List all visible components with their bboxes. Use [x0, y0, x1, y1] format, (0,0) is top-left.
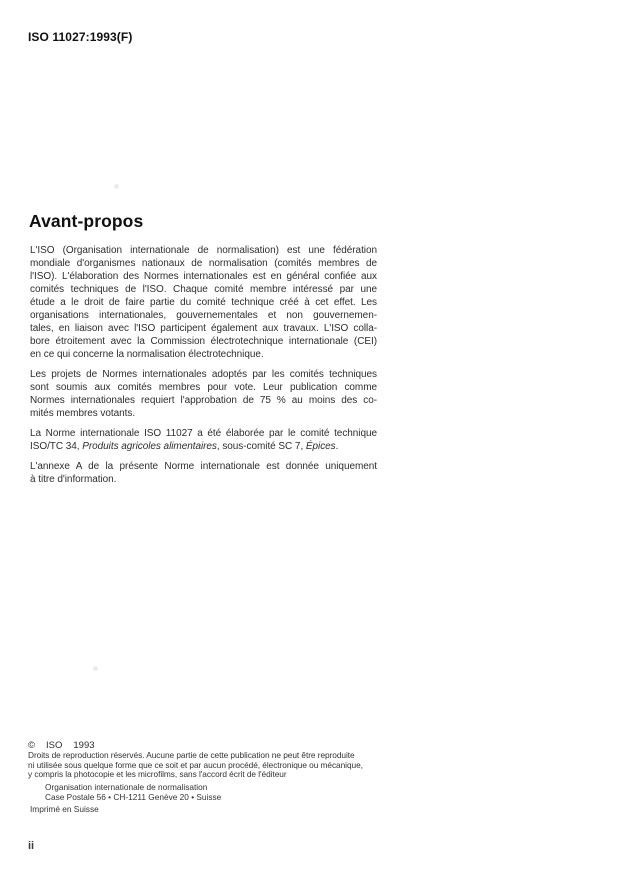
text-line-content: en ce qui concerne la normalisation électrotechnique. — [30, 349, 264, 360]
document-reference: ISO 11027:1993(F) — [28, 30, 133, 44]
text-segment: , sous-comité SC 7, — [216, 441, 306, 452]
text-line — [30, 407, 377, 420]
text-segment-italic: Produits agricoles alimentaires — [82, 441, 217, 452]
text-segment-italic: Épices — [305, 441, 336, 452]
text-line — [30, 381, 377, 394]
text-line — [30, 283, 377, 296]
text-line — [30, 335, 377, 348]
publisher-block — [45, 783, 221, 802]
paragraph-voting-procedure — [30, 368, 377, 420]
text-segment: ISO/TC 34, — [30, 441, 83, 452]
publisher-name: Organisation internationale de normalisation — [45, 782, 208, 792]
text-line — [30, 322, 377, 335]
text-line-content: L'annexe A de la présente Norme internationale est donnée uniquement — [30, 461, 377, 472]
text-line-content: sont soumis aux comités membres pour vote. Leur publication comme — [30, 382, 377, 393]
text-line-content: mités membres votants. — [30, 408, 136, 419]
foreword-body — [30, 244, 377, 493]
scan-artifact — [93, 666, 98, 671]
text-line-content: bore étroitement avec la Commission électrotechnique internationale (CEI) — [30, 336, 377, 347]
rights-line: Droits de reproduction réservés. Aucune partie de cette publication ne peut être reproduite — [28, 750, 355, 760]
text-line-content: l'ISO). L'élaboration des Normes internationales est en général confiée aux — [30, 271, 377, 282]
text-line — [30, 473, 377, 486]
copyright-symbol: © — [28, 740, 35, 751]
text-line-content: organisations internationales, gouvernementales et non gouvernemen- — [30, 310, 377, 321]
page-number: ii — [28, 840, 35, 852]
rights-line: ni utilisée sous quelque forme que ce soit et par aucun procédé, électronique ou mécanique, — [28, 759, 363, 770]
text-line — [30, 348, 377, 361]
paragraph-annex-note — [30, 460, 377, 486]
text-line — [30, 309, 377, 322]
text-line-content: à titre d'information. — [30, 474, 117, 485]
text-line — [30, 460, 377, 473]
text-line — [30, 270, 377, 283]
text-line-content: tales, en liaison avec l'ISO participent également aux travaux. L'ISO colla- — [30, 323, 377, 334]
paragraph-committee-origin — [30, 427, 377, 453]
text-line-content: Les projets de Normes internationales adoptés par les comités techniques — [30, 369, 377, 380]
text-line-content: L'ISO (Organisation internationale de normalisation) est une fédération — [30, 245, 377, 256]
text-line — [30, 244, 377, 257]
copyright-year: 1993 — [73, 740, 95, 751]
text-segment: . — [335, 441, 339, 452]
text-line — [30, 257, 377, 270]
scan-artifact — [114, 184, 119, 189]
text-line — [30, 296, 377, 309]
rights-notice — [28, 751, 380, 780]
paragraph-iso-description — [30, 244, 377, 361]
text-line-content: comités techniques de l'ISO. Chaque comité membre intéressé par une — [30, 284, 377, 295]
text-line — [30, 394, 377, 407]
publisher-address: Case Postale 56 • CH-1211 Genève 20 • Suisse — [45, 791, 222, 802]
text-line — [30, 368, 377, 381]
text-line-content: La Norme internationale ISO 11027 a été élaborée par le comité technique — [30, 428, 377, 439]
text-line-content: mondiale d'organismes nationaux de normalisation (comités membres de — [30, 258, 377, 269]
text-line-content — [30, 440, 338, 453]
printed-in-note: Imprimé en Suisse — [30, 804, 99, 814]
text-line-content: Normes internationales requiert l'approbation de 75 % au moins des co- — [30, 395, 377, 406]
text-line — [30, 440, 377, 453]
text-line-content: étude a le droit de faire partie du comité technique créé à cet effet. Les — [30, 297, 377, 308]
text-line — [30, 427, 377, 440]
copyright-org: ISO — [46, 740, 63, 751]
section-title: Avant-propos — [29, 211, 144, 231]
rights-line: y compris la photocopie et les microfilms, sans l'accord écrit de l'éditeur — [28, 769, 287, 780]
